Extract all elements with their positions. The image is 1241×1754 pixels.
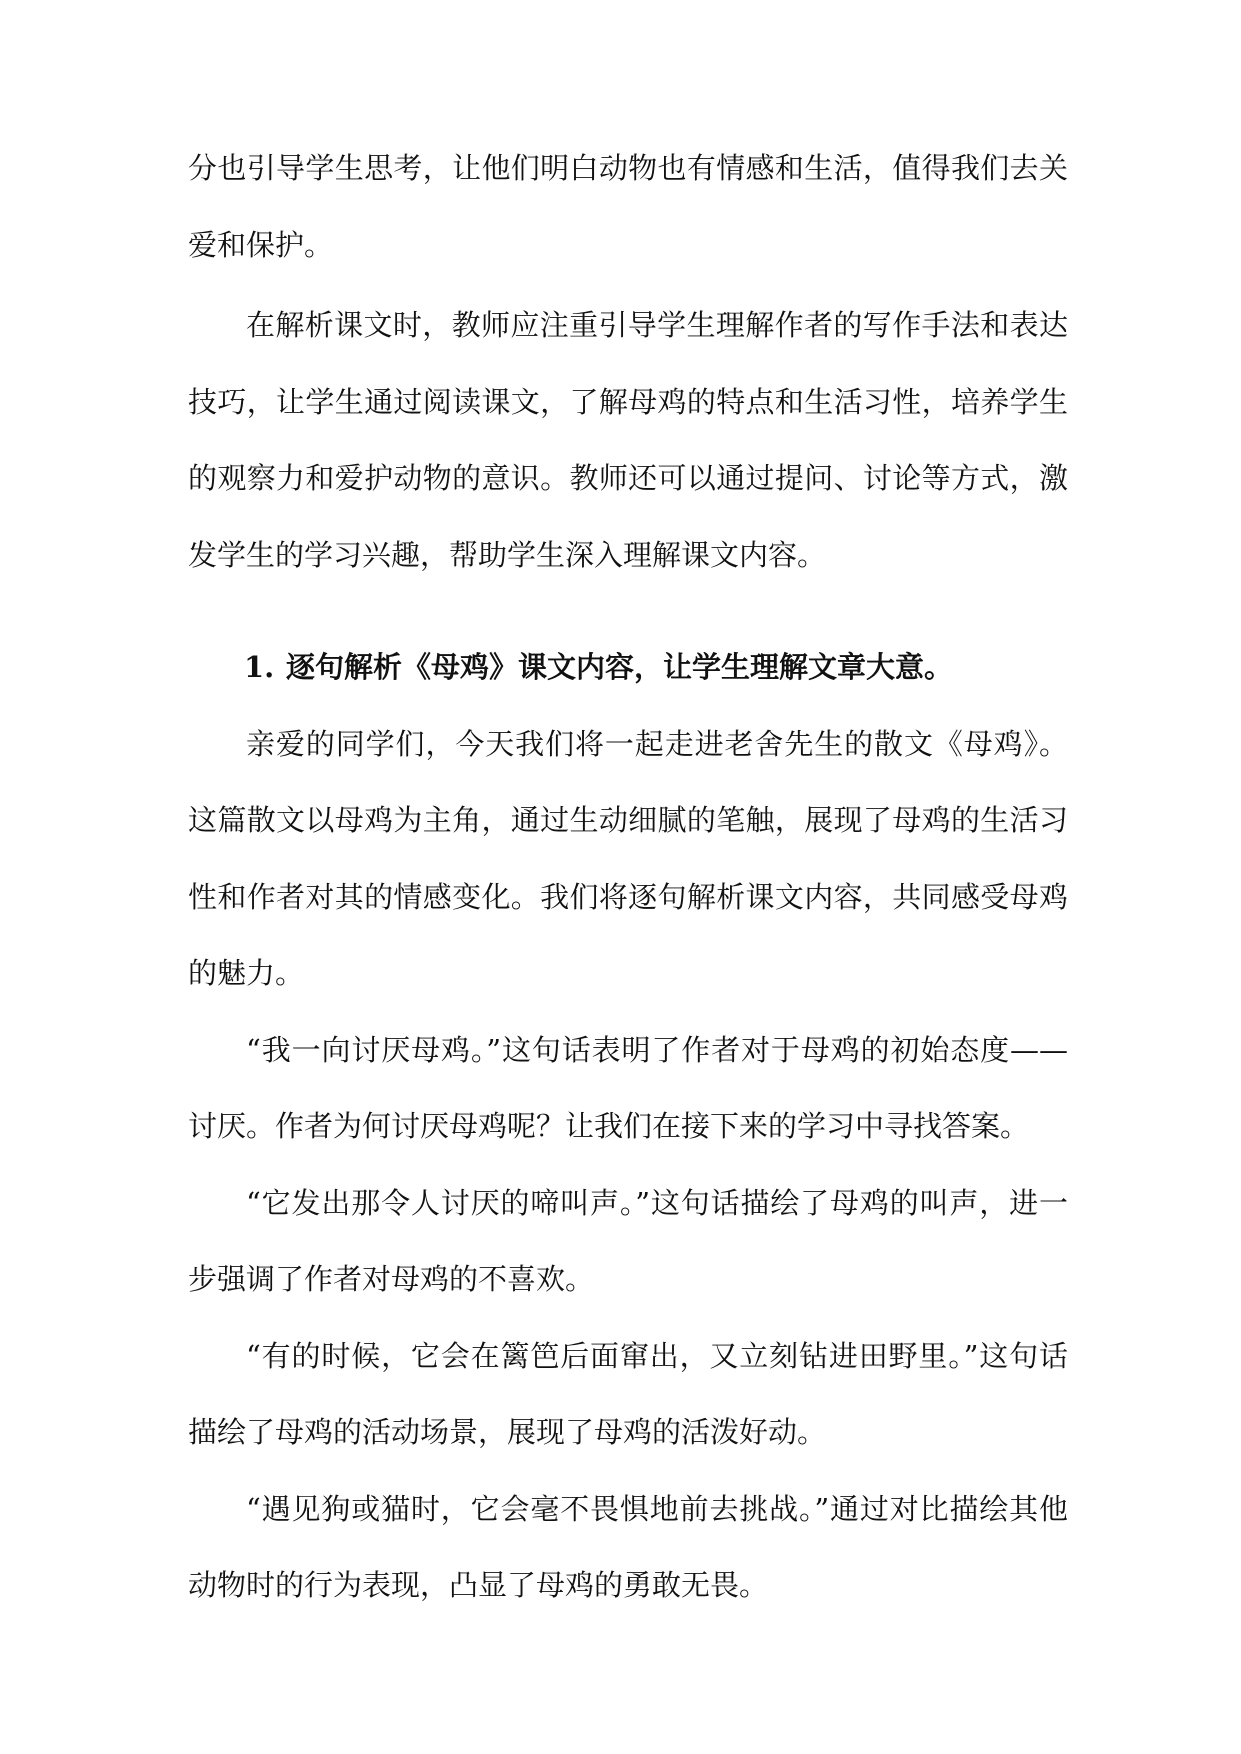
paragraph-2: 在解析课文时，教师应注重引导学生理解作者的写作手法和表达技巧，让学生通过阅读课文，了解母鸡的特点和生活习性，培养学生的观察力和爱护动物的意识。教师还可以通过提问、讨论等方式，激发学生的学习兴趣，帮助学生深入理解课文内容。 [188, 308, 1068, 572]
section-title: 逐句解析《母鸡》课文内容，让学生理解文章大意。 [286, 650, 954, 684]
paragraph-7: “遇见狗或猫时，它会毫不畏惧地前去挑战。”通过对比描绘其他动物时的行为表现，凸显了母鸡的勇敢无畏。 [188, 1491, 1068, 1602]
paragraph-5: “它发出那令人讨厌的啼叫声。”这句话描绘了母鸡的叫声，进一步强调了作者对母鸡的不喜欢。 [188, 1185, 1068, 1296]
section-heading [188, 629, 1068, 706]
paragraph-6: “有的时候，它会在篱笆后面窜出，又立刻钻进田野里。”这句话描绘了母鸡的活动场景，展现了母鸡的活泼好动。 [188, 1338, 1068, 1449]
section-number: 1. [244, 650, 275, 684]
paragraph-1: 分也引导学生思考，让他们明白动物也有情感和生活，值得我们去关爱和保护。 [188, 151, 1068, 262]
document-body [188, 130, 1068, 1624]
paragraph-3: 亲爱的同学们，今天我们将一起走进老舍先生的散文《母鸡》。这篇散文以母鸡为主角，通过生动细腻的笔触，展现了母鸡的生活习性和作者对其的情感变化。我们将逐句解析课文内容，共同感受母鸡的魅力。 [188, 726, 1068, 990]
paragraph-4: “我一向讨厌母鸡。”这句话表明了作者对于母鸡的初始态度——讨厌。作者为何讨厌母鸡呢？让我们在接下来的学习中寻找答案。 [188, 1032, 1068, 1143]
